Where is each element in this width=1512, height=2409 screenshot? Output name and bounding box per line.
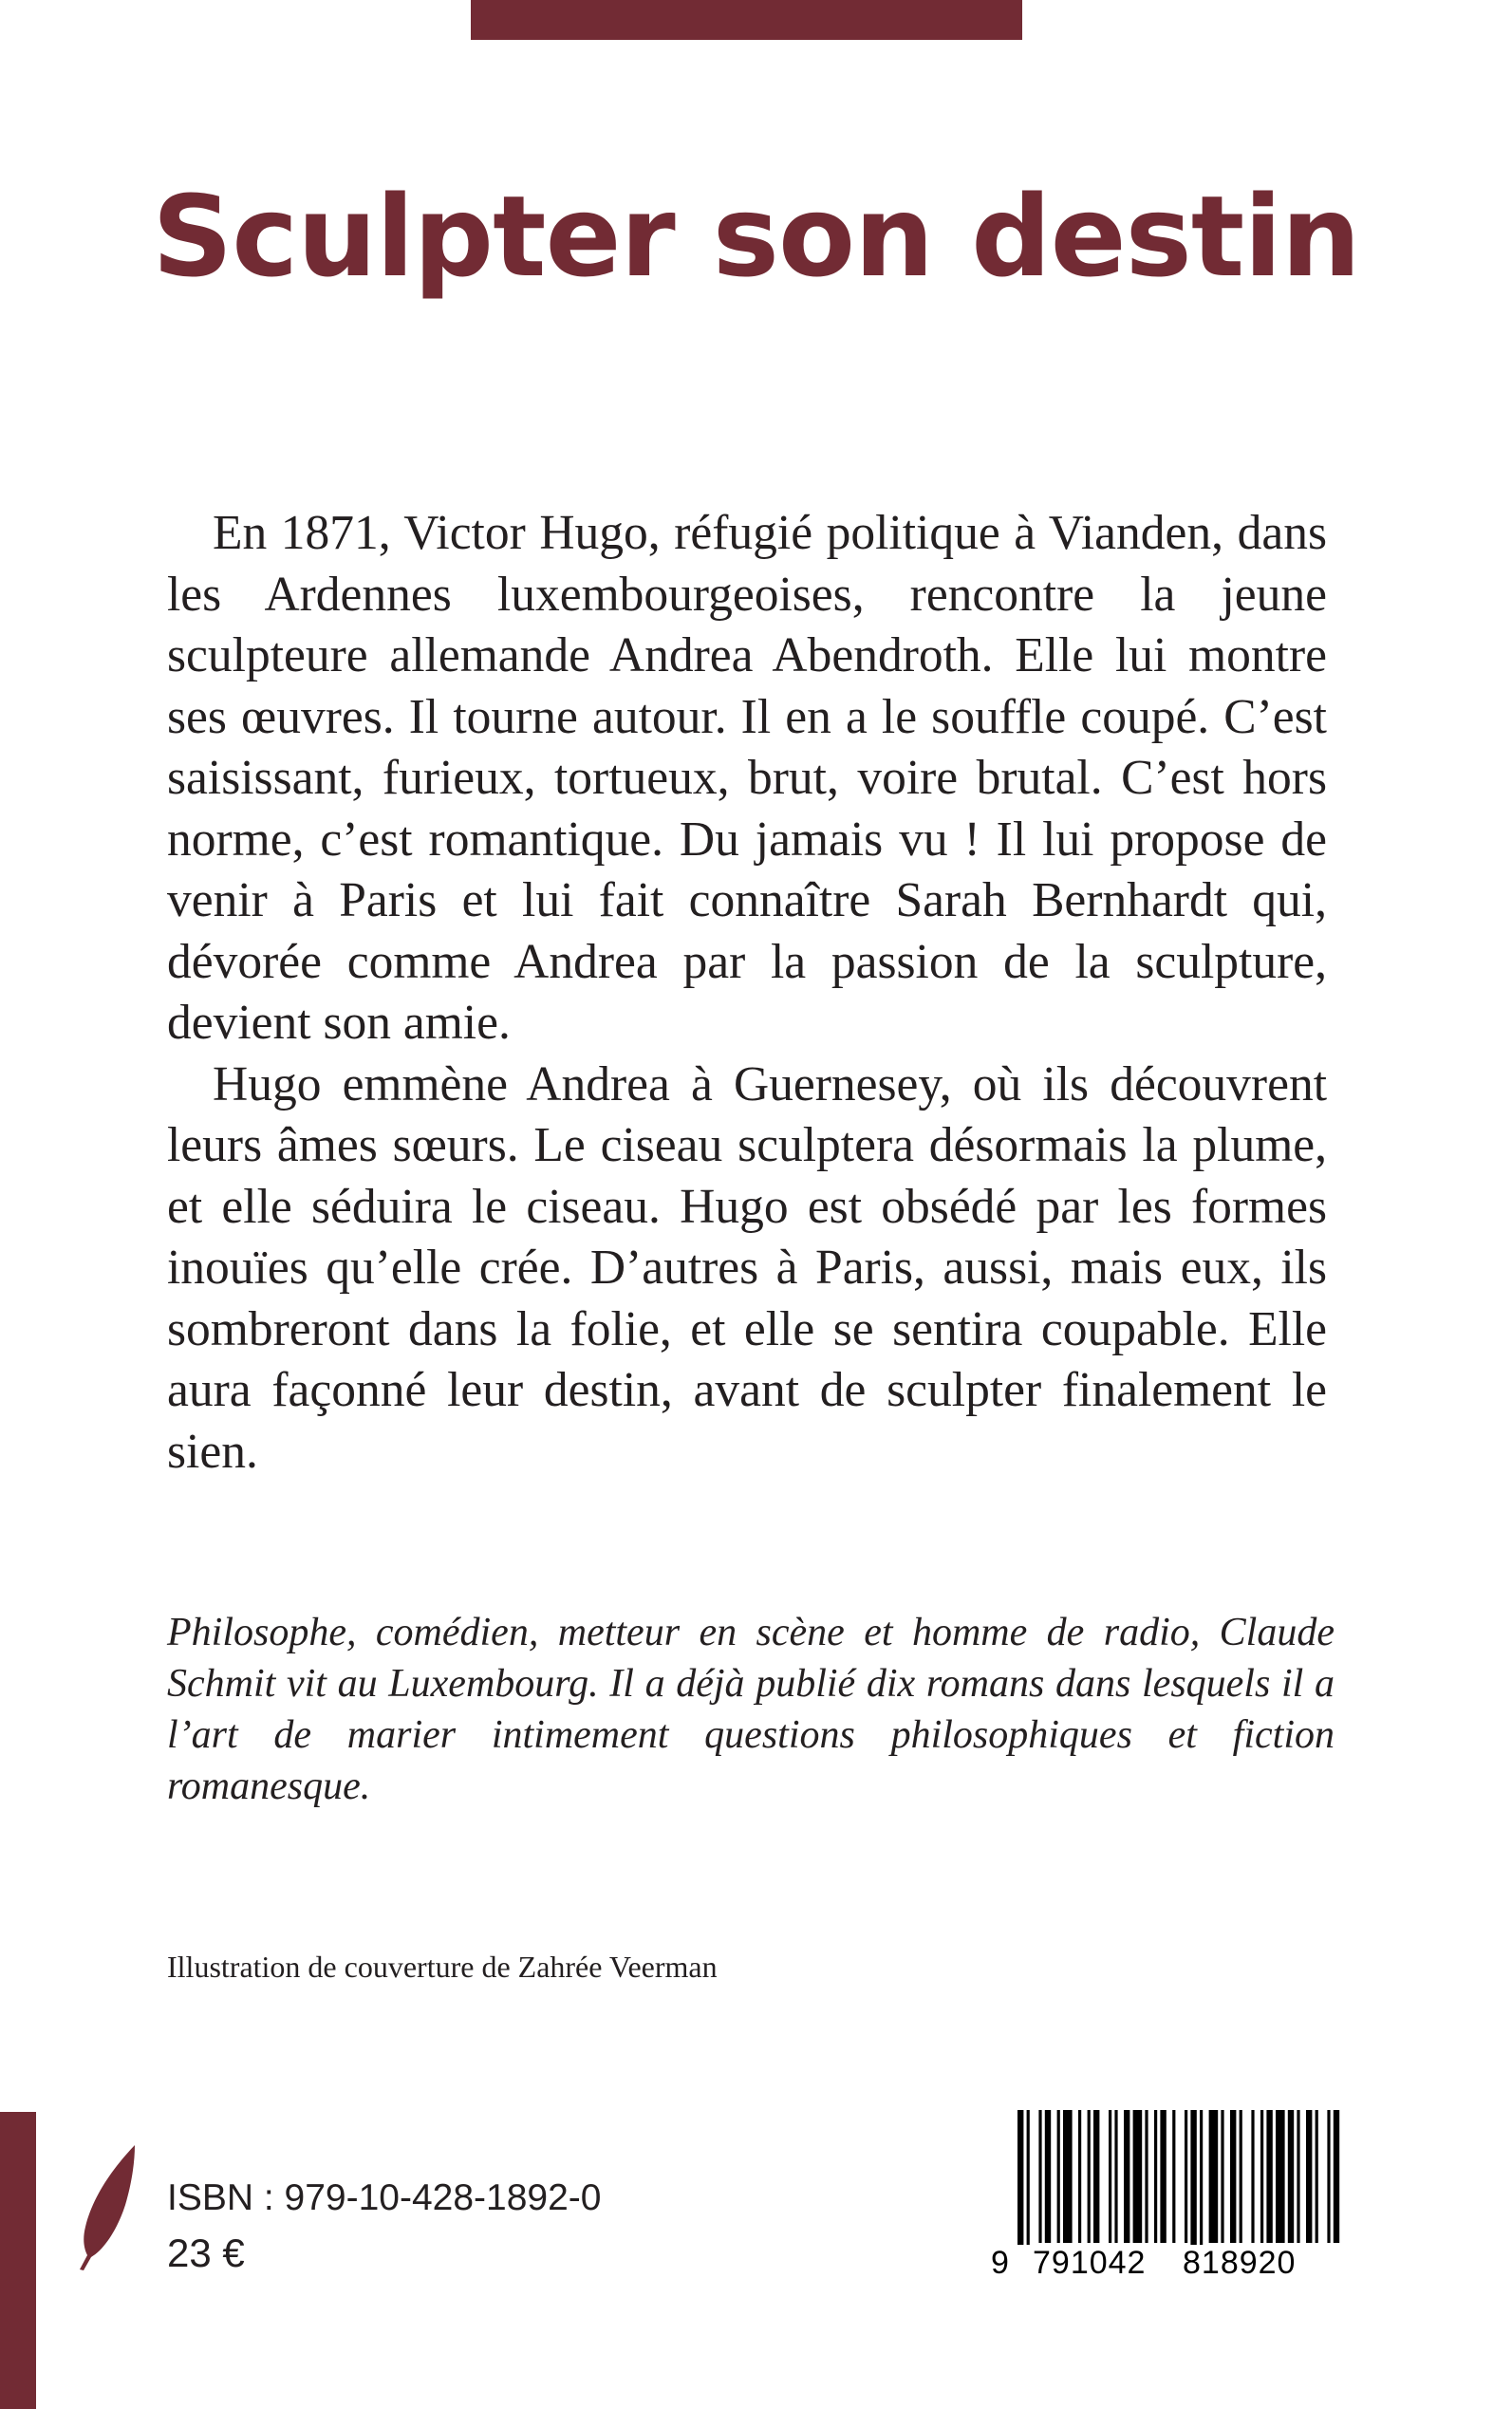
top-accent-bar (471, 0, 1022, 40)
barcode-bar (1063, 2110, 1073, 2243)
barcode-bar (1288, 2110, 1294, 2243)
book-blurb (167, 503, 1327, 1483)
barcode-bar (1221, 2110, 1223, 2243)
barcode-bar (1334, 2110, 1339, 2243)
barcode-bar (1160, 2110, 1166, 2243)
barcode-bars (983, 2102, 1340, 2245)
price-text: 23 € (167, 2231, 245, 2275)
barcode-bar (1093, 2110, 1099, 2243)
barcode-bar (1297, 2110, 1299, 2243)
barcode-first-digit: 9 (991, 2245, 1010, 2281)
barcode-bar (1038, 2110, 1041, 2243)
illustration-credit: Illustration de couverture de Zahrée Veerman (167, 1950, 718, 1984)
barcode-bar (1078, 2110, 1081, 2243)
barcode-bar (1327, 2110, 1330, 2243)
barcode-bar (1172, 2110, 1175, 2243)
feather-icon (76, 2143, 142, 2271)
barcode-bar (1088, 2110, 1091, 2243)
blurb-paragraph: Hugo emmène Andrea à Guernesey, où ils découvrent leurs âmes sœurs. Le ciseau sculptera désormais la plume, et elle séduira le ciseau. Hugo est obsédé par les formes inouïes qu’elle crée. D’autres à Paris, aussi, mais eux, ils sombreront dans la folie, et elle se sentira coupable. Elle aura façonné leur destin, avant de sculpter finalement le sien. (167, 1056, 1327, 1479)
barcode-bar (1114, 2110, 1117, 2243)
barcode-bar (1251, 2110, 1254, 2243)
barcode-bar (1230, 2110, 1236, 2243)
barcode-bar (1316, 2110, 1318, 2243)
barcode-bar (1124, 2110, 1129, 2243)
barcode-digits (983, 2245, 1340, 2283)
barcode-bar (1200, 2110, 1203, 2245)
barcode-bar (1240, 2110, 1242, 2243)
barcode-bar (1133, 2110, 1143, 2243)
barcode-left-group: 791042 (1033, 2245, 1147, 2281)
barcode-bar (1260, 2110, 1263, 2243)
barcode-bar (1109, 2110, 1111, 2243)
barcode-bar (1266, 2110, 1272, 2243)
barcode-bar (1209, 2110, 1219, 2243)
barcode-bar (1154, 2110, 1157, 2243)
barcode-bar (1276, 2110, 1285, 2243)
barcode-right-group: 818920 (1183, 2245, 1297, 2281)
side-accent-bar (0, 2112, 36, 2409)
barcode-bar (1057, 2110, 1060, 2243)
barcode-bar (1306, 2110, 1312, 2243)
blurb-paragraph: En 1871, Victor Hugo, réfugié politique à Vianden, dans les Ardennes luxembourgeoises, rencontre la jeune sculpteure allemande Andrea Abendroth. Elle lui montre ses œuvres. Il tourne autour. Il en a le souffle coupé. C’est saisissant, furieux, tortueux, brut, voire brutal. C’est hors norme, c’est romantique. Du jamais vu ! Il lui propose de venir à Paris et lui fait connaître Sarah Bernhardt qui, dévorée comme Andrea par la passion de la sculpture, devient son amie. (167, 506, 1327, 1050)
book-title: Sculpter son destin (152, 171, 1360, 302)
barcode-bar (1017, 2110, 1023, 2245)
barcode-bar (1185, 2110, 1187, 2243)
barcode (983, 2102, 1340, 2288)
barcode-bar (1045, 2110, 1051, 2243)
barcode-bar (1190, 2110, 1196, 2245)
author-bio: Philosophe, comédien, metteur en scène et homme de radio, Claude Schmit vit au Luxembourg. Il a déjà publié dix romans dans lesquels il a l’art de marier intimement questions philosophiques et fiction romanesque. (167, 1611, 1335, 1808)
isbn-text: ISBN : 979-10-428-1892-0 (167, 2177, 602, 2218)
barcode-bar (1145, 2110, 1148, 2243)
barcode-bar (1027, 2110, 1030, 2245)
